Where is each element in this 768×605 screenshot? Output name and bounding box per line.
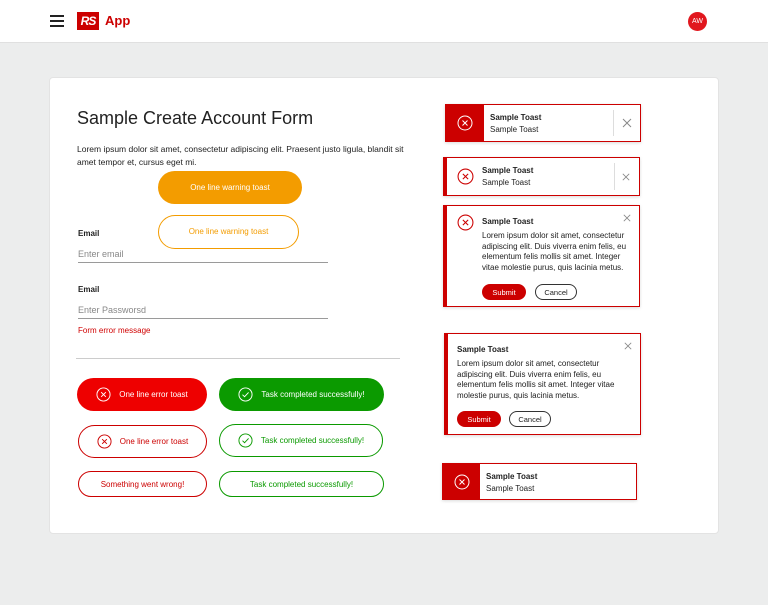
success-toast-text: Task completed successfully! — [260, 436, 365, 445]
toast-icon-block-no-close — [442, 463, 637, 500]
success-toast-filled — [219, 378, 384, 411]
check-circle-icon — [238, 433, 253, 448]
x-circle-icon — [457, 214, 474, 231]
success-toast-text-only — [219, 471, 384, 497]
email-label: Email — [78, 229, 100, 238]
error-toast-text: Something went wrong! — [100, 479, 185, 489]
divider — [76, 358, 400, 359]
warning-toast-outline: One line warning toast — [158, 215, 299, 249]
avatar[interactable]: AW — [688, 12, 707, 31]
x-circle-icon — [457, 168, 474, 185]
toast-left-border — [443, 157, 640, 196]
hamburger-menu-icon[interactable] — [50, 15, 64, 26]
top-bar — [0, 0, 768, 43]
toast-icon-area — [443, 464, 480, 499]
toast-divider — [614, 163, 615, 190]
toast-title: Sample Toast — [482, 166, 534, 175]
toast-title: Sample Toast — [482, 217, 534, 226]
toast-subtitle: Sample Toast — [490, 125, 539, 134]
x-circle-icon — [457, 115, 473, 131]
toast-icon-block — [445, 104, 641, 142]
close-icon[interactable] — [622, 118, 632, 128]
form-error-message: Form error message — [78, 326, 151, 335]
error-toast-text: One line error toast — [119, 437, 189, 446]
toast-with-actions-no-icon — [444, 333, 641, 435]
close-icon[interactable] — [624, 342, 632, 350]
close-icon[interactable] — [623, 214, 631, 222]
password-input[interactable] — [78, 301, 328, 319]
toast-title: Sample Toast — [486, 472, 538, 481]
toast-body: Lorem ipsum dolor sit amet, consectetur adipiscing elit. Duis viverra enim felis, eu elementum felis mollis sit amet. Integer vitae molestie purus, quis lacinia metus. — [457, 359, 615, 400]
password-label: Email — [78, 285, 100, 294]
x-circle-icon — [96, 387, 111, 402]
submit-button[interactable]: Submit — [482, 284, 526, 300]
close-icon[interactable] — [622, 173, 630, 181]
error-toast-filled — [77, 378, 207, 411]
toast-divider — [613, 110, 614, 136]
email-input[interactable] — [78, 245, 328, 263]
error-toast-text-only — [78, 471, 207, 497]
rs-logo[interactable]: RS — [77, 12, 99, 30]
warning-toast-filled: One line warning toast — [158, 171, 302, 204]
toast-subtitle: Sample Toast — [486, 484, 535, 493]
toast-title: Sample Toast — [457, 345, 509, 354]
toast-body: Lorem ipsum dolor sit amet, consectetur adipiscing elit. Duis viverra enim felis, eu elementum felis mollis sit amet. Integer vitae molestie purus, quis lacinia metus. — [482, 231, 627, 272]
success-toast-text: Task completed successfully! — [249, 479, 354, 489]
form-description: Lorem ipsum dolor sit amet, consectetur adipiscing elit. Praesent justo ligula, blandit sit amet tempor et, cursus eget mi. — [77, 144, 404, 167]
toast-icon-area — [446, 105, 484, 141]
submit-button[interactable]: Submit — [457, 411, 501, 427]
error-toast-text: One line error toast — [119, 390, 188, 399]
x-circle-icon — [97, 434, 112, 449]
error-toast-outline — [78, 425, 207, 458]
toast-with-actions — [443, 205, 640, 307]
app-name: App — [105, 13, 131, 28]
check-circle-icon — [238, 387, 253, 402]
cancel-button[interactable]: Cancel — [509, 411, 551, 427]
success-toast-text: Task completed successfully! — [261, 390, 365, 399]
toast-subtitle: Sample Toast — [482, 178, 531, 187]
toast-title: Sample Toast — [490, 113, 542, 122]
success-toast-outline — [219, 424, 383, 457]
page-title: Sample Create Account Form — [77, 108, 314, 128]
cancel-button[interactable]: Cancel — [535, 284, 577, 300]
x-circle-icon — [454, 474, 470, 490]
